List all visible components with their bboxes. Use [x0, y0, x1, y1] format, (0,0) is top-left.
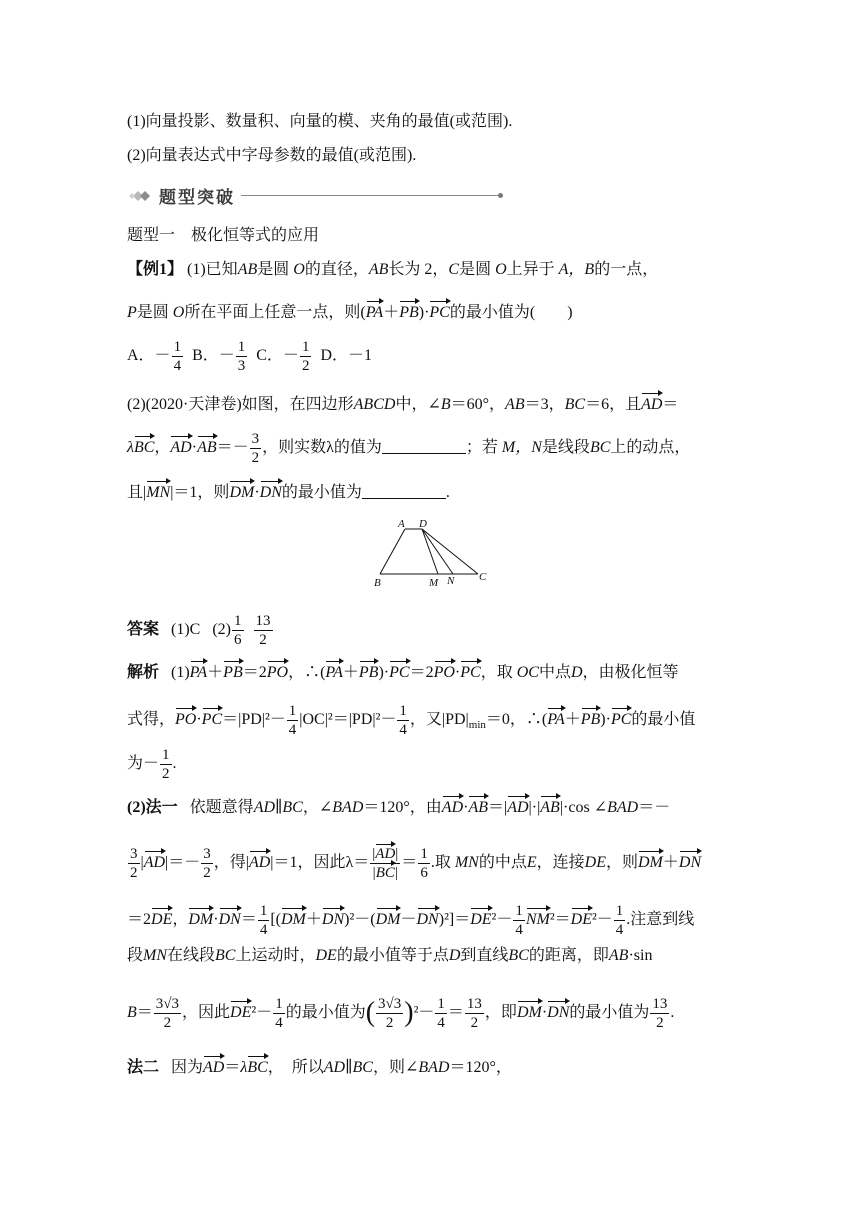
choice-c: C．－ [256, 347, 299, 365]
example-line-2: P是圆 O所在平面上任意一点，则(PA＋PB)·PC的最小值为( ) [127, 302, 573, 324]
fig-label-b: B [374, 577, 381, 589]
method1-line-4: 段MN在线段BC上运动时，DE的最小值等于点D到直线BC的距离，即AB·sin [127, 947, 653, 964]
fig-label-c: C [479, 571, 487, 583]
heading-rule [241, 195, 499, 196]
analysis-label: 解析 [127, 664, 160, 681]
method1-line-2: $\frac{3}{2}$ |AD|＝－ $\frac{3}{2}$ ，得|AD|＝1，因此λ＝ $\frac{|AD|}{|BC|}$ ＝ $\frac{1}{6}$ .取 MN的中点E，连接DE，则DM＋DN [130, 846, 702, 881]
method1-line-1: (2)法一 依题意得AD∥BC，∠BAD＝120°，由AD·AB＝|AD|·|AB|·cos ∠BAD＝－ [127, 797, 670, 819]
type-title: 题型一 极化恒等式的应用 [127, 227, 320, 244]
answer-label: 答案 [127, 621, 160, 639]
example-q2-line-2: λBC，AD·AB＝－ $\frac{3}{2}$ ，则实数λ的值为 ；若 M，N是线段BC上的动点， [127, 431, 691, 466]
fig-label-n: N [447, 575, 455, 587]
method2-line-1: 法二 因为AD＝λBC， 所以AD∥BC，则∠BAD＝120°， [127, 1057, 512, 1079]
choice-b: B．－ [192, 347, 235, 365]
fig-label-a: A [398, 518, 405, 530]
intro-item-1: (1)向量投影、数量积、向量的模、夹角的最值(或范围). [127, 113, 513, 130]
method1-label: (2)法一 [127, 799, 178, 816]
section-heading-title: 题型突破 [159, 188, 235, 208]
answer-line: 答案 (1)C (2) $\frac{1}{6}$ $\frac{13}{2}$ [127, 613, 271, 648]
blank-1 [382, 439, 466, 454]
fig-label-d: D [419, 518, 427, 530]
analysis-line-3: 为－ $\frac{1}{2}$ . [127, 747, 177, 782]
example-q2-line-1: (2)(2020·天津卷)如图，在四边形ABCD中，∠B＝60°，AB＝3，BC＝6，且AD＝ [127, 394, 678, 416]
example-q2-line-3: 且|MN|＝1，则DM·DN的最小值为 . [127, 482, 450, 504]
example-line-1: 【例1】 (1)已知AB是圆 O的直径，AB长为 2，C是圆 O上异于 A，B的一点， [127, 261, 659, 278]
analysis-line-2: 式得，PO·PC＝|PD|²－ $\frac{1}{4}$ |OC|²＝|PD|²－ $\frac{1}{4}$ ，又$|PD|_{min}=0$，∴(PA＋PB)·PC的最小值 [127, 703, 696, 738]
example-label: 【例1】 [127, 261, 184, 278]
method1-line-3: ＝2DE，DM·DN＝ $\frac{1}{4}$ [(DM＋DN)²－(DM－DN)²]＝DE²－ $\frac{1}{4}$ NM²＝DE²－ $\frac{1}{4}$ .注意到线 [127, 903, 695, 938]
quadrilateral-figure [365, 515, 495, 590]
method1-line-5: B＝ $\frac{3√3}{2}$ ，因此DE²－ $\frac{1}{4}$ 的最小值为( $\frac{3√3}{2}$ )²－ $\frac{1}{4}$ ＝ $\frac{13}{2}$ ，即DM·DN的最小值为 $\frac{13}{2}$ . [127, 996, 675, 1031]
diamond-icon [127, 187, 155, 205]
choice-d: D．－1 [320, 347, 372, 365]
blank-2 [362, 484, 446, 499]
analysis-line-1: 解析 (1)PA＋PB＝2PO，∴(PA＋PB)·PC＝2PO·PC，取 OC中点D，由极化恒等 [127, 662, 679, 684]
method2-label: 法二 [127, 1059, 160, 1076]
fig-label-m: M [429, 577, 439, 589]
intro-item-2: (2)向量表达式中字母参数的最值(或范围). [127, 147, 417, 164]
example-choices: A．－ $\frac{1}{4}$ B．－ $\frac{1}{3}$ C．－ $\frac{1}{2}$ D．－1 [127, 339, 372, 374]
section-heading [127, 183, 499, 208]
choice-a: A．－ [127, 347, 171, 365]
